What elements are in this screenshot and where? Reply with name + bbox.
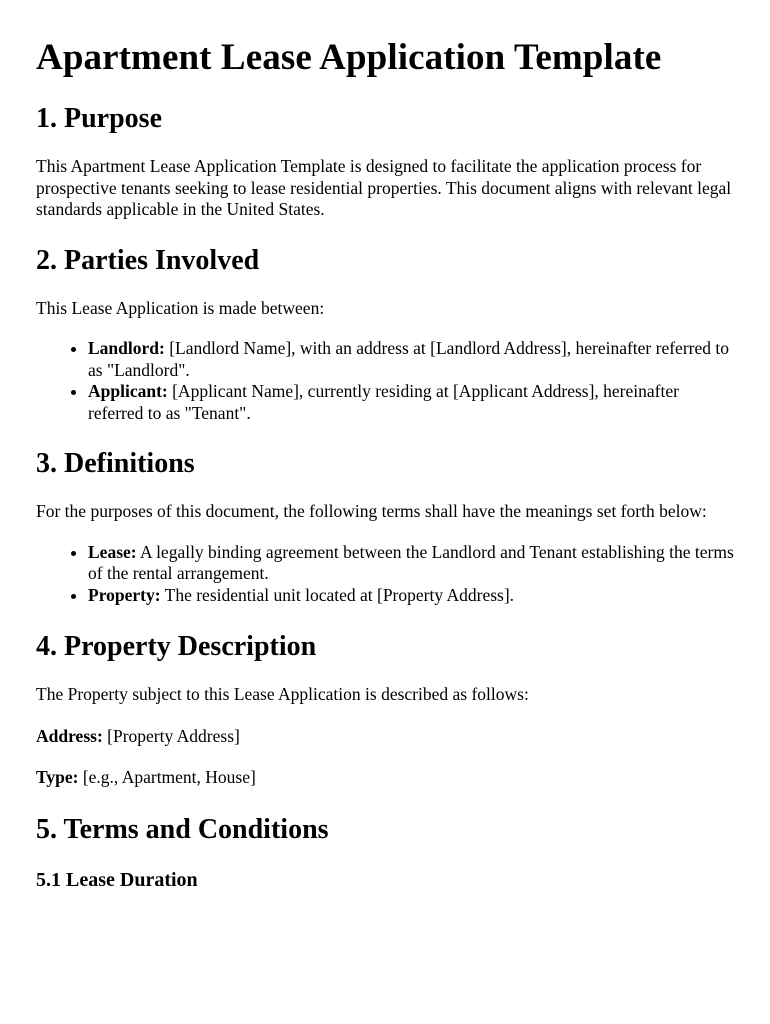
section-heading-purpose: 1. Purpose [36, 103, 162, 134]
document-title: Apartment Lease Application Template [36, 37, 662, 78]
property-term: Property: [88, 584, 161, 605]
lease-term: Lease: [88, 541, 137, 562]
property-intro: The Property subject to this Lease Application is described as follows: [36, 684, 529, 704]
property-text: The residential unit located at [Property Address]. [160, 584, 515, 605]
parties-list [36, 338, 734, 424]
type-value: [e.g., Apartment, House] [78, 767, 256, 787]
address-label: Address: [36, 725, 103, 746]
list-item-lease [88, 542, 734, 585]
section-heading-definitions: 3. Definitions [36, 448, 195, 479]
purpose-paragraph: This Apartment Lease Application Template is designed to facilitate the application process for prospective tenants seeking to lease residential properties. This document aligns with relevant legal standards applicable in the United States. [36, 156, 732, 219]
section-heading-terms: 5. Terms and Conditions [36, 813, 329, 845]
subsection-heading-lease-duration: 5.1 Lease Duration [36, 868, 198, 891]
address-value: [Property Address] [102, 725, 240, 746]
list-item-property [88, 585, 734, 607]
list-item-applicant [88, 381, 734, 424]
lease-text: A legally binding agreement between the Landlord and Tenant establishing the terms of the rental arrangement. [88, 541, 734, 583]
property-address-line [36, 726, 734, 748]
definitions-intro: For the purposes of this document, the following terms shall have the meanings set forth below: [36, 501, 707, 521]
applicant-term: Applicant: [88, 381, 168, 401]
type-label: Type: [36, 767, 79, 787]
parties-intro: This Lease Application is made between: [36, 297, 325, 318]
property-type-line [36, 767, 734, 789]
list-item-landlord [88, 338, 734, 381]
applicant-text: [Applicant Name], currently residing at [Applicant Address], hereinafter referred to as "Tenant". [88, 381, 679, 423]
section-heading-parties: 2. Parties Involved [36, 244, 260, 276]
definitions-list [36, 542, 734, 607]
landlord-term: Landlord: [88, 338, 165, 358]
section-heading-property-description: 4. Property Description [36, 631, 317, 662]
landlord-text: [Landlord Name], with an address at [Landlord Address], hereinafter referred to as "Landlord". [88, 338, 729, 380]
